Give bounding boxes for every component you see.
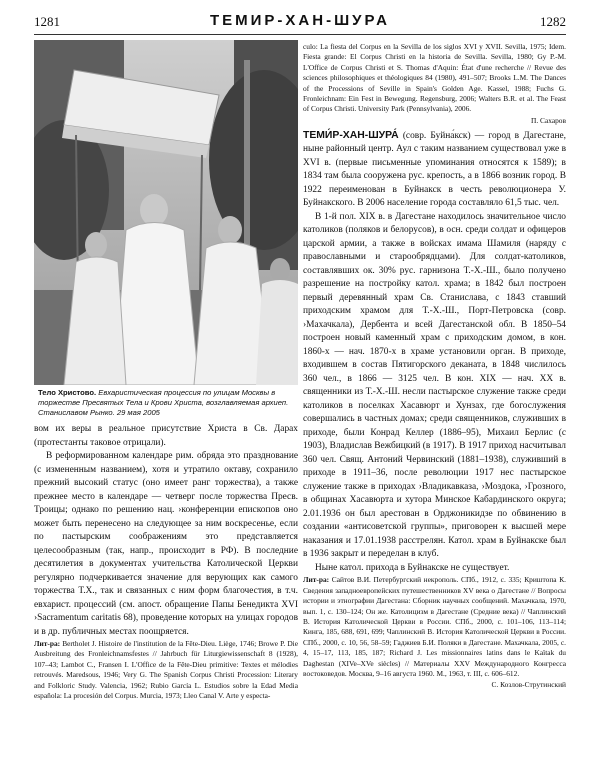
caption-text: Евхаристическая процессия по улицам Москвы в торжестве Пресвятых Тела и Крови Христа, возглавляемая архиеп. Станиславом Рынко. 29 мая 2005 [38,388,289,417]
page-number-right: 1282 [540,14,566,29]
entry-intro: (совр. Буйна́кск) — город в Дагестане, ныне районный центр. Аул с таким названием существовал уже в XVI в. (первые письменные упоминания относятся к 1589); в 1834 там была сооружена рус. крепость, а в 1866 возник город. В 1922 переименован в Буйнакск в честь революционера У. Буйнакского. В 2006 население города составляло 61,5 тыс. чел. [303,130,567,209]
bibliography-continued: culo: La fiesta del Corpus en la Sevilla de los siglos XVI y XVII. Sevilla, 1975; Idem. Fiesta grande: El Corpus Christi en la historia de Sevilla. Sevilla, 1980; Gy P.-M. L'Office de Corpus Christi et S. Thomas d'Aquin: État d'une recherche // Revue des sciences philosophiques et théologiques 84 (1980), 491–507; Brooks L.M. The Dances of the Processions of Seville in Spain's Golden Age. Kassel, 1988; Fuchs G. Fronleichnam: Ein Fest in Bewegung. Regensburg, 2006; Walters B.R. et al. The Feast of Corpus Christi. University Park (Pennsylvania), 2006. [303,42,566,114]
caption-title: Тело Христово. [38,388,97,397]
article-author: П. Сахаров [530,115,566,125]
page-number-left: 1281 [34,14,60,29]
article-author: С. Козлов-Струтинский [491,680,566,690]
figure-caption [38,388,296,418]
procession-photo-illustration [34,40,298,385]
article-paragraph: В 1-й пол. XIX в. в Дагестане находилось значительное число католиков (поляков и белорусов), в осн. среди солдат и офицеров царской армии, а также в войсках имама Шамиля (наряду с православными и старообрядцами). Для солдат-католиков, составлявших ок. 30% рус. гарнизона Т.-Х.-Ш., было получено разрешение на постройку катол. храма; в 1842 был построен первый деревянный храм Св. Станислава, с 1843 ставший приходским храмом для Т.-Х.-Ш., Порт-Петровска (совр. ›Махачкала), Дербента и всей Дагестанской обл. В 1850–54 построен новый каменный храм с приходским домом, в кон. 1860-х — нач. 1870-х в храме установили орган. В приходе, входившем в состав Пятигорского деканата, в 1848 числилось 360 чел., в 1866 — 3125 чел. В кон. XIX — нач. XX в. священники из Т.-Х.-Ш. несли пастырское служение также среди католиков в поселках Хасавюрт и Хунзах, где богослужения совершались в частных домах; среди священников, служивших в приходе, были Конрад Келлер (1886–95), Михаил Берлис (с 1903), Владислав Вежбицкий (в 1917). В 1917 приход насчитывал 360 чел. Свящ. Антоний Червинский (1881–1938), служивший в приходе в 1911–36, после революции 1917 нес пастырское служение также в приходах ›Владикавказа, ›Моздока, ›Грозного, в общинах Хасавюрта и хутора Минское Кабардинского округа; 2.01.1936 он был арестован в Орджоникидзе по обвинению в создании «антисоветской группы», приговорен к высшей мере наказания и 17.01.1938 расстрелян. Катол. храм в Буйнакске был в 1936 закрыт и переделан в клуб. [303,211,566,560]
page-header [34,8,566,34]
left-column [34,423,298,701]
bibliography [303,575,566,679]
article-paragraph [303,129,566,211]
bibliography-text: Bertholet J. Histoire de l'institution de la Fête-Dieu. Liège, 1746; Browe P. Die Ausbreitung des Fronleichnamsfestes // Jahrbuch für Liturgiewissenschaft 8 (1928), 107–43; Lambot C., Fransen I. L'Office de la Fête-Dieu primitive: Textes et mélodies retrouvés. Maredsous, 1946; Very G. The Spanish Corpus Christi Procession: Literary and Folkloric Study. Valencia, 1962; Rubio García L. Estudios sobre la Edad Media española: La procesión del Corpus. Murcia, 1973; Lleo Canal V. Arte y especta- [34,639,298,701]
bibliography [34,639,298,701]
running-title: ТЕМИР-ХАН-ШУРА [209,12,391,29]
bibliography-label: Лит-ра: [34,639,61,648]
article-paragraph: Ныне катол. прихода в Буйнакске не существует. [315,562,510,573]
bibliography-label: Лит-ра: [303,575,330,585]
entry-headword: ТЕМИ́Р-ХАН-ШУРА́ [303,129,399,141]
article-paragraph: вом их веры в реальное присутствие Христа в Св. Дарах (протестанты таковое отрицали). [34,424,298,448]
article-paragraph: В реформированном календаре рим. обряда это празднование (с измененным названием), хотя и утратило октаву, сохранило прежний высокий статус (оно имеет ранг торжества), а также прежнее место в календаре — четверг после торжества Пресв. Троицы; однако по решению нац. ›конференции епископов оно может быть перенесено на следующее за ним воскресенье, если по пастырским соображениям это представляется целесообразным (так, напр., происходит в РФ). В последние десятилетия в документах учительства Католической Церкви регулярно подчеркивается значение для верующих как самого торжества Т.Х., так и связанных с ним форм благочестия, в т.ч. евхарист. процессий (см. апост. обращение Папы Бенедикта XVI ›Sacramentum caritatis 68), проведение которых на улицах городов и в др. публичных местах поощряется. [34,451,298,637]
procession-photo [34,40,298,385]
bibliography-text: Сайтов В.И. Петербургский некрополь. СПб., 1912, с. 335; Криштопа К. Сведения западноевропейских путешественников XV века о Дагестане // Вопросы истории и этнографии Дагестана: Сборник научных сообщений. Махачкала, 1970, вып. 1, с. 130–124; Он же. Католицизм в Дагестане (Средние века) // Чаплинский В. История Католической Церкви в России. СПб., 2000, с. 101–106, 113–114; Кинга, 185, 688, 691, 699; Чаплинский В. История Католической Церкви в России. СПб., 2000, с. 10, 56, 58–59; Гаджиев Б.И. Поляки в Дагестане. Махачкала, 2005, с. 4, 15–17, 113, 185, 187; Richard J. Les missionnaires latins dans le Kaïtak du Daghestan (XIVe–XVe siècles) // Материалы XXV Международного Конгресса востоковедов. Москва, 9–16 августа 1960. М., 1963, т. III, с. 606–612. [303,575,566,678]
header-rule [34,34,566,35]
right-column [303,42,566,690]
